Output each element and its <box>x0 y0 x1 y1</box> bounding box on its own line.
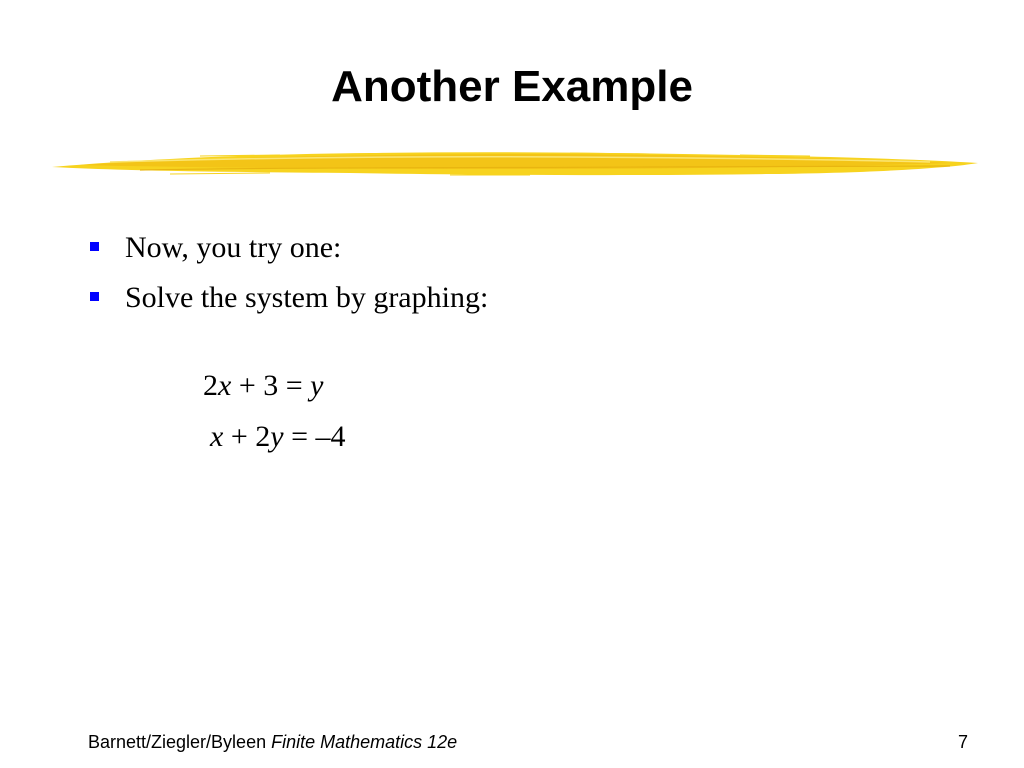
variable-x: x <box>218 369 232 402</box>
operator-text: + 2 <box>223 420 271 453</box>
square-bullet-icon <box>90 242 99 251</box>
bullet-item <box>88 228 508 268</box>
footer-book-title: Finite Mathematics 12e <box>271 732 458 752</box>
footer-citation <box>88 732 457 753</box>
slide-title: Another Example <box>331 62 693 111</box>
square-bullet-icon <box>90 292 99 301</box>
yellow-brush-stroke-divider <box>50 140 980 190</box>
equation-1 <box>203 369 324 403</box>
bullet-list <box>88 228 508 328</box>
operator-text: = –4 <box>283 420 346 453</box>
coefficient: 2 <box>203 369 218 402</box>
page-number: 7 <box>957 732 968 752</box>
bullet-item <box>88 278 508 318</box>
variable-x: x <box>210 420 224 453</box>
operator-text: + 3 = <box>231 369 311 402</box>
variable-y: y <box>270 420 284 453</box>
variable-y: y <box>310 369 324 402</box>
bullet-text: Solve the system by graphing: <box>125 281 489 314</box>
bullet-text: Now, you try one: <box>125 231 342 264</box>
equation-2 <box>210 420 346 454</box>
footer-authors: Barnett/Ziegler/Byleen <box>88 732 267 752</box>
